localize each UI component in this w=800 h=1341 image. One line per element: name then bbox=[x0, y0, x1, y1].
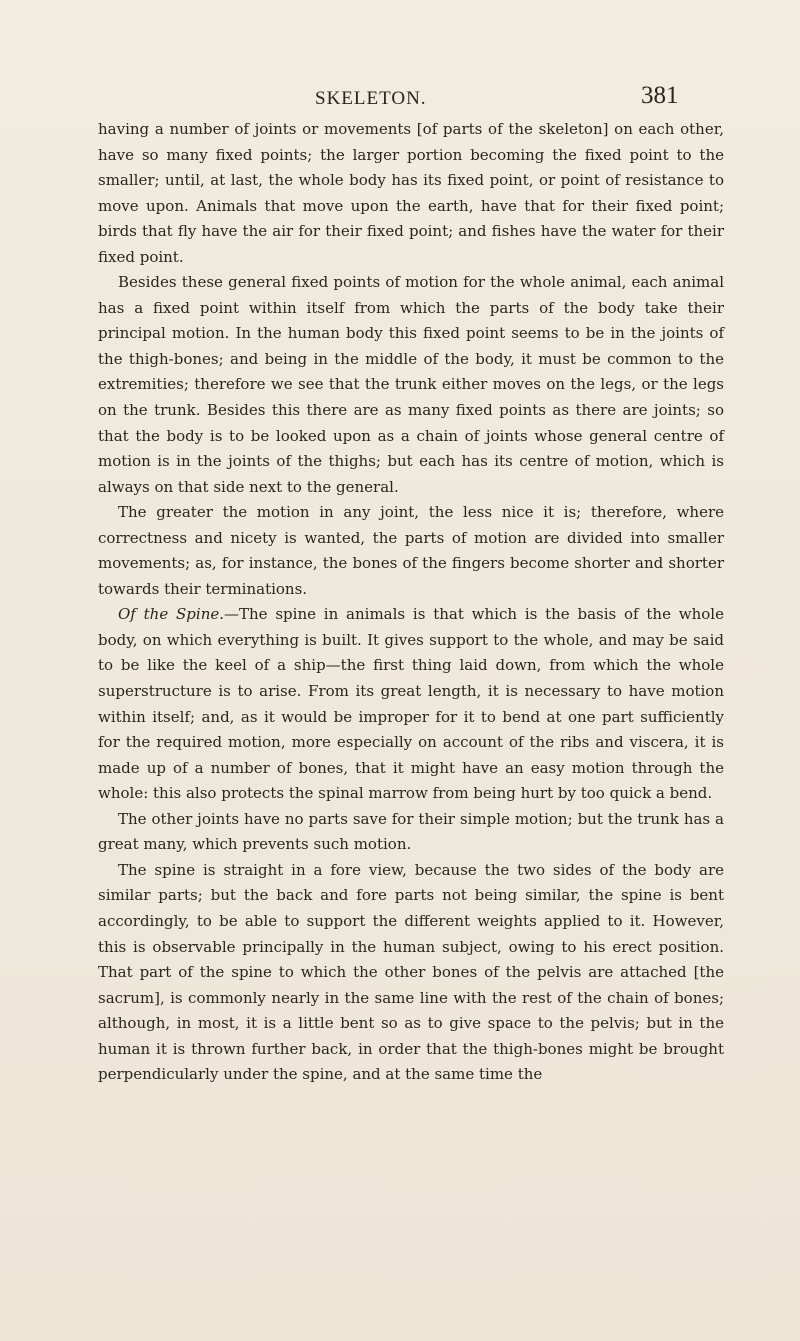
paragraph-text: Besides these general fixed points of motion for the whole animal, each animal has a fixed point within itself from which the parts of the body take their principal motion. In the human body this fixed point seems to be in the joints of the thigh-bones; and being in the middle of the body, it must be common to the extremities; therefore we see that the trunk either moves on the legs, or the legs on the trunk. Besides this there are as many fixed points as there are joints; so that the body is to be looked upon as a chain of joints whose general centre of motion is in the joints of the thighs; but each has its centre of motion, which is always on that side next to the general. bbox=[98, 273, 724, 496]
body-text bbox=[98, 117, 724, 1088]
section-heading: Of the Spine. bbox=[118, 605, 224, 624]
running-head: SKELETON. bbox=[315, 88, 427, 109]
paragraph bbox=[98, 500, 724, 602]
page-header bbox=[0, 82, 800, 112]
paragraph bbox=[98, 807, 724, 858]
paragraph bbox=[98, 117, 724, 270]
paragraph bbox=[98, 858, 724, 1088]
paragraph-text: The spine is straight in a fore view, because the two sides of the body are similar parts; but the back and fore parts not being similar, the spine is bent accordingly, to be able to support the different weights applied to it. However, this is observable principally in the human subject, owing to his erect position. That part of the spine to which the other bones of the pelvis are attached [the sacrum], is commonly nearly in the same line with the rest of the chain of bones; although, in most, it is a little bent so as to give space to the pelvis; but in the human it is thrown further back, in order that the thigh-bones might be brought perpendicularly under the spine, and at the same time the bbox=[98, 860, 724, 1084]
paragraph bbox=[98, 270, 724, 500]
paragraph-text: The greater the motion in any joint, the less nice it is; therefore, where correctness and nicety is wanted, the parts of motion are divided into smaller movements; as, for instance, the bones of the fingers become shorter and shorter towards their terminations. bbox=[98, 503, 724, 598]
paragraph-text: —The spine in animals is that which is the basis of the whole body, on which everything is built. It gives support to the whole, and may be said to be like the keel of a ship—the first thing laid down, from which the whole superstructure is to arise. From its great length, it is necessary to have motion within itself; and, as it would be improper for it to bend at one part sufficiently for the required motion, more especially on account of the ribs and viscera, it is made up of a number of bones, that it might have an easy motion through the whole: this also protects the spinal marrow from being hurt by too quick a bend. bbox=[98, 605, 724, 803]
page-number: 381 bbox=[641, 82, 679, 109]
paragraph-text: having a number of joints or movements [of parts of the skeleton] on each other, have so many fixed points; the larger portion becoming the fixed point to the smaller; until, at last, the whole body has its fixed point, or point of resistance to move upon. Animals that move upon the earth, have that for their fixed point; birds that fly have the air for their fixed point; and fishes have the water for their fixed point. bbox=[98, 120, 724, 266]
paragraph-text: The other joints have no parts save for their simple motion; but the trunk has a great many, which prevents such motion. bbox=[98, 809, 724, 854]
paragraph bbox=[98, 602, 724, 806]
